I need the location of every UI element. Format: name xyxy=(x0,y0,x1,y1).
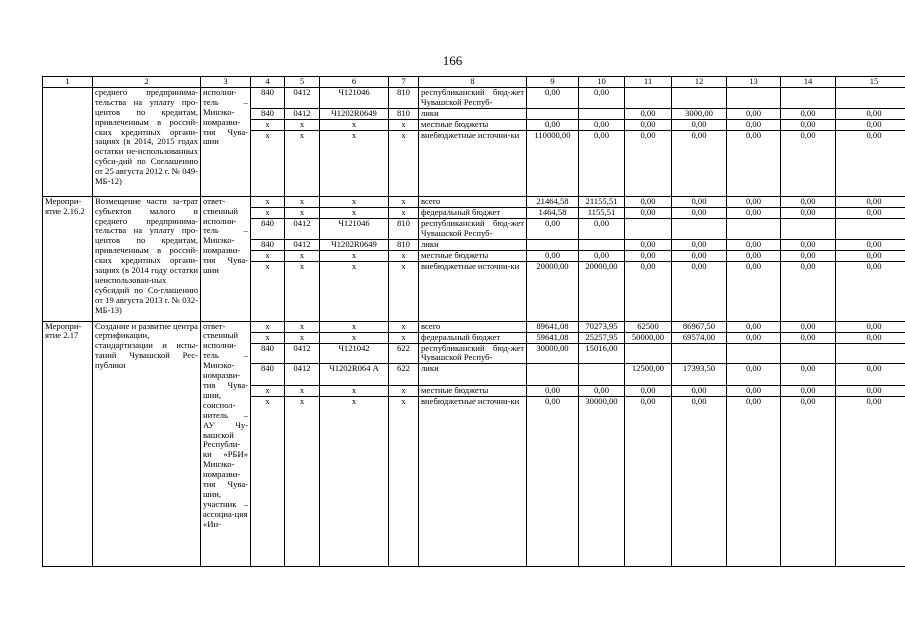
value-cell: x xyxy=(251,207,285,218)
value-cell: 0,00 xyxy=(727,239,781,250)
value-cell: 17393,50 xyxy=(672,364,727,386)
value-cell: x xyxy=(389,130,419,196)
value-cell: x xyxy=(251,321,285,332)
value-cell: Ч121042 xyxy=(320,343,389,364)
value-cell: Ч1202R0649 xyxy=(320,108,389,119)
value-cell xyxy=(781,343,836,364)
value-cell: 0,00 xyxy=(727,332,781,343)
value-cell: x xyxy=(251,250,285,261)
value-cell: 0,00 xyxy=(579,87,625,108)
value-cell: x xyxy=(251,332,285,343)
value-cell xyxy=(836,343,905,364)
value-cell: 1155,51 xyxy=(579,207,625,218)
value-cell: 0,00 xyxy=(579,386,625,397)
table-row xyxy=(43,196,905,207)
value-cell: 0,00 xyxy=(579,218,625,239)
value-cell: 20000,00 xyxy=(579,261,625,321)
value-cell: 0,00 xyxy=(836,332,905,343)
value-cell: 0,00 xyxy=(781,364,836,386)
value-cell: Ч121046 xyxy=(320,87,389,108)
value-cell: 0,00 xyxy=(727,196,781,207)
value-cell: x xyxy=(251,397,285,567)
value-cell: x xyxy=(320,207,389,218)
description-cell: Создание и развитие центра сертификации, стандартизации и испы-таний Чувашской Рес-публики xyxy=(93,321,201,567)
source-cell: местные бюджеты xyxy=(419,250,527,261)
value-cell: 70273,95 xyxy=(579,321,625,332)
value-cell: 810 xyxy=(389,108,419,119)
page-number: 166 xyxy=(442,53,463,68)
value-cell: 0412 xyxy=(285,87,320,108)
column-number: 15 xyxy=(836,77,905,88)
column-number: 8 xyxy=(419,77,527,88)
value-cell: 0,00 xyxy=(781,108,836,119)
value-cell: 0,00 xyxy=(672,130,727,196)
value-cell: 0,00 xyxy=(836,130,905,196)
value-cell: x xyxy=(251,119,285,130)
value-cell: 21155,51 xyxy=(579,196,625,207)
value-cell: 0,00 xyxy=(625,397,672,567)
value-cell: x xyxy=(389,261,419,321)
value-cell: 622 xyxy=(389,343,419,364)
value-cell: 0,00 xyxy=(836,364,905,386)
column-number: 11 xyxy=(625,77,672,88)
value-cell: 0,00 xyxy=(727,397,781,567)
value-cell: 0,00 xyxy=(727,261,781,321)
value-cell: 0,00 xyxy=(781,386,836,397)
column-number: 1 xyxy=(43,77,93,88)
value-cell: 0,00 xyxy=(527,250,579,261)
value-cell: Ч121046 xyxy=(320,218,389,239)
value-cell xyxy=(625,343,672,364)
value-cell: 0412 xyxy=(285,108,320,119)
value-cell: x xyxy=(389,397,419,567)
value-cell: 0,00 xyxy=(727,250,781,261)
value-cell xyxy=(625,218,672,239)
source-cell: внебюджетные источни-ки xyxy=(419,397,527,567)
value-cell: x xyxy=(320,261,389,321)
value-cell: 0,00 xyxy=(672,250,727,261)
value-cell: 21464,58 xyxy=(527,196,579,207)
value-cell: 0,00 xyxy=(836,321,905,332)
value-cell: x xyxy=(285,261,320,321)
value-cell xyxy=(672,87,727,108)
value-cell: x xyxy=(251,261,285,321)
value-cell: x xyxy=(285,119,320,130)
value-cell: x xyxy=(320,196,389,207)
column-number: 14 xyxy=(781,77,836,88)
value-cell: 0,00 xyxy=(672,261,727,321)
value-cell xyxy=(527,239,579,250)
value-cell: 0,00 xyxy=(781,207,836,218)
value-cell: 0,00 xyxy=(836,196,905,207)
value-cell xyxy=(527,364,579,386)
header-row xyxy=(43,77,905,88)
value-cell: 0,00 xyxy=(672,386,727,397)
value-cell: 0,00 xyxy=(727,108,781,119)
table-row xyxy=(43,87,905,108)
value-cell: 0,00 xyxy=(836,119,905,130)
value-cell: 810 xyxy=(389,218,419,239)
value-cell: 0,00 xyxy=(727,364,781,386)
column-number: 6 xyxy=(320,77,389,88)
column-number: 12 xyxy=(672,77,727,88)
value-cell: 810 xyxy=(389,87,419,108)
value-cell: x xyxy=(285,196,320,207)
activity-cell xyxy=(43,87,93,196)
value-cell: x xyxy=(320,321,389,332)
value-cell: x xyxy=(320,250,389,261)
value-cell: 0,00 xyxy=(672,207,727,218)
column-number: 5 xyxy=(285,77,320,88)
column-number: 2 xyxy=(93,77,201,88)
value-cell: 0,00 xyxy=(781,332,836,343)
value-cell: 30000,00 xyxy=(579,397,625,567)
value-cell: x xyxy=(285,321,320,332)
activity-cell: Меропри-ятие 2.16.2 xyxy=(43,196,93,321)
value-cell: 0,00 xyxy=(836,261,905,321)
value-cell: 0,00 xyxy=(781,321,836,332)
value-cell: 0,00 xyxy=(727,130,781,196)
value-cell: 69574,00 xyxy=(672,332,727,343)
value-cell: x xyxy=(389,332,419,343)
value-cell: 0,00 xyxy=(836,397,905,567)
value-cell: 50000,00 xyxy=(625,332,672,343)
activity-cell: Меропри-ятие 2.17 xyxy=(43,321,93,567)
value-cell: 89641,08 xyxy=(527,321,579,332)
value-cell xyxy=(672,218,727,239)
value-cell xyxy=(625,87,672,108)
value-cell xyxy=(836,218,905,239)
column-number: 3 xyxy=(201,77,251,88)
value-cell: 0,00 xyxy=(527,218,579,239)
source-cell: федеральный бюджет xyxy=(419,332,527,343)
value-cell: 0,00 xyxy=(727,321,781,332)
source-cell: всего xyxy=(419,321,527,332)
source-cell: республиканский бюд-жет Чувашской Респуб- xyxy=(419,87,527,108)
column-number: 4 xyxy=(251,77,285,88)
source-cell: внебюджетные источни-ки xyxy=(419,130,527,196)
value-cell xyxy=(527,108,579,119)
value-cell: 20000,00 xyxy=(527,261,579,321)
value-cell: 0,00 xyxy=(781,397,836,567)
value-cell: 0,00 xyxy=(625,239,672,250)
value-cell: 0,00 xyxy=(781,250,836,261)
value-cell: 0,00 xyxy=(625,119,672,130)
column-number: 13 xyxy=(727,77,781,88)
source-cell: внебюджетные источни-ки xyxy=(419,261,527,321)
source-cell: федеральный бюджет xyxy=(419,207,527,218)
value-cell: x xyxy=(285,130,320,196)
value-cell: 0,00 xyxy=(836,207,905,218)
value-cell xyxy=(727,87,781,108)
value-cell: 0,00 xyxy=(625,250,672,261)
value-cell: x xyxy=(285,250,320,261)
value-cell: 0,00 xyxy=(781,196,836,207)
value-cell: x xyxy=(285,207,320,218)
value-cell: 0412 xyxy=(285,364,320,386)
description-cell: Возмещение части за-трат субъектов малого и среднего предпринима-тельства на уплату про-центов по кредитам, привлеченным в россий-ских кредитных органи-зациях (в 2014 году остатки неиспользован-ных субсидий по Со-глашению от 19 августа 2013 г. № 032-МБ-13) xyxy=(93,196,201,321)
value-cell xyxy=(727,218,781,239)
value-cell: 622 xyxy=(389,364,419,386)
value-cell: 0,00 xyxy=(836,386,905,397)
value-cell: x xyxy=(389,250,419,261)
value-cell xyxy=(579,239,625,250)
value-cell: 0412 xyxy=(285,239,320,250)
value-cell: 0,00 xyxy=(672,239,727,250)
value-cell: 15016,00 xyxy=(579,343,625,364)
value-cell: 25257,95 xyxy=(579,332,625,343)
value-cell: 840 xyxy=(251,364,285,386)
source-cell: местные бюджеты xyxy=(419,119,527,130)
value-cell: 0,00 xyxy=(727,386,781,397)
description-cell: среднего предпринима-тельства на уплату про-центов по кредитам, привлеченным в россий-ских кредитных органи-зациях (в 2014, 2015 годах остатки не-использованных субси-дий по Соглашению от 25 августа 2012 г. № 049-МБ-12) xyxy=(93,87,201,196)
value-cell: x xyxy=(389,207,419,218)
value-cell: x xyxy=(389,119,419,130)
value-cell: 86967,50 xyxy=(672,321,727,332)
table-row xyxy=(43,321,905,332)
value-cell: 0,00 xyxy=(527,386,579,397)
value-cell: 0,00 xyxy=(579,250,625,261)
value-cell: x xyxy=(285,386,320,397)
value-cell: 30000,00 xyxy=(527,343,579,364)
value-cell: 0,00 xyxy=(527,397,579,567)
value-cell: 62500 xyxy=(625,321,672,332)
budget-table xyxy=(42,76,905,567)
value-cell: 3000,00 xyxy=(672,108,727,119)
value-cell: x xyxy=(389,321,419,332)
value-cell: 0412 xyxy=(285,218,320,239)
value-cell: x xyxy=(251,386,285,397)
value-cell: 840 xyxy=(251,87,285,108)
value-cell: 0,00 xyxy=(625,108,672,119)
executor-cell: ответ-ственный исполни-тель – Минэко-номразви-тия Чува-шии, соиспол-нитель – АУ Чу-вашской Республи-ки «РБИ» Минэко-номразви-тия Чува-шии, участник – ассоциа-ция «Ин- xyxy=(201,321,251,567)
value-cell: 840 xyxy=(251,218,285,239)
source-cell: лики xyxy=(419,239,527,250)
value-cell: 0,00 xyxy=(672,196,727,207)
value-cell xyxy=(672,343,727,364)
value-cell xyxy=(781,87,836,108)
value-cell: 0412 xyxy=(285,343,320,364)
value-cell: 0,00 xyxy=(781,130,836,196)
value-cell: 0,00 xyxy=(781,239,836,250)
value-cell: x xyxy=(320,332,389,343)
value-cell: 0,00 xyxy=(727,207,781,218)
value-cell xyxy=(579,364,625,386)
value-cell: 0,00 xyxy=(527,119,579,130)
value-cell xyxy=(579,108,625,119)
value-cell: x xyxy=(251,130,285,196)
value-cell: 0,00 xyxy=(672,397,727,567)
value-cell xyxy=(781,218,836,239)
value-cell: 0,00 xyxy=(836,239,905,250)
value-cell: 0,00 xyxy=(527,87,579,108)
column-number: 9 xyxy=(527,77,579,88)
source-cell: республиканский бюд-жет Чувашской Респуб- xyxy=(419,343,527,364)
source-cell: всего xyxy=(419,196,527,207)
value-cell: x xyxy=(285,397,320,567)
value-cell: Ч1202R064 А xyxy=(320,364,389,386)
value-cell: 0,00 xyxy=(672,119,727,130)
executor-cell: исполни-тель – Минэко-номразви-тия Чува-шии xyxy=(201,87,251,196)
value-cell: 0,00 xyxy=(836,108,905,119)
value-cell: 0,00 xyxy=(781,261,836,321)
value-cell: 0,00 xyxy=(836,250,905,261)
value-cell: x xyxy=(389,386,419,397)
executor-cell: ответ-ственный исполни-тель – Минэко-номразви-тия Чува-шии xyxy=(201,196,251,321)
value-cell: 810 xyxy=(389,239,419,250)
value-cell: 12500,00 xyxy=(625,364,672,386)
value-cell: 0,00 xyxy=(781,119,836,130)
value-cell: x xyxy=(320,397,389,567)
value-cell: 1464,58 xyxy=(527,207,579,218)
value-cell: 0,00 xyxy=(625,207,672,218)
source-cell: местные бюджеты xyxy=(419,386,527,397)
column-number: 7 xyxy=(389,77,419,88)
value-cell: Ч1202R0649 xyxy=(320,239,389,250)
value-cell xyxy=(836,87,905,108)
source-cell: лики xyxy=(419,364,527,386)
value-cell: 0,00 xyxy=(727,119,781,130)
value-cell: x xyxy=(389,196,419,207)
value-cell: 59641,08 xyxy=(527,332,579,343)
value-cell: 0,00 xyxy=(579,130,625,196)
source-cell: лики xyxy=(419,108,527,119)
value-cell: x xyxy=(320,386,389,397)
value-cell: 840 xyxy=(251,343,285,364)
value-cell: 0,00 xyxy=(625,130,672,196)
value-cell: 0,00 xyxy=(625,196,672,207)
value-cell: 0,00 xyxy=(625,261,672,321)
value-cell: x xyxy=(320,130,389,196)
value-cell: 0,00 xyxy=(625,386,672,397)
source-cell: республиканский бюд-жет Чувашской Респуб- xyxy=(419,218,527,239)
column-number: 10 xyxy=(579,77,625,88)
value-cell: 110000,00 xyxy=(527,130,579,196)
value-cell xyxy=(727,343,781,364)
value-cell: 840 xyxy=(251,108,285,119)
value-cell: x xyxy=(251,196,285,207)
value-cell: 0,00 xyxy=(579,119,625,130)
value-cell: 840 xyxy=(251,239,285,250)
value-cell: x xyxy=(285,332,320,343)
value-cell: x xyxy=(320,119,389,130)
